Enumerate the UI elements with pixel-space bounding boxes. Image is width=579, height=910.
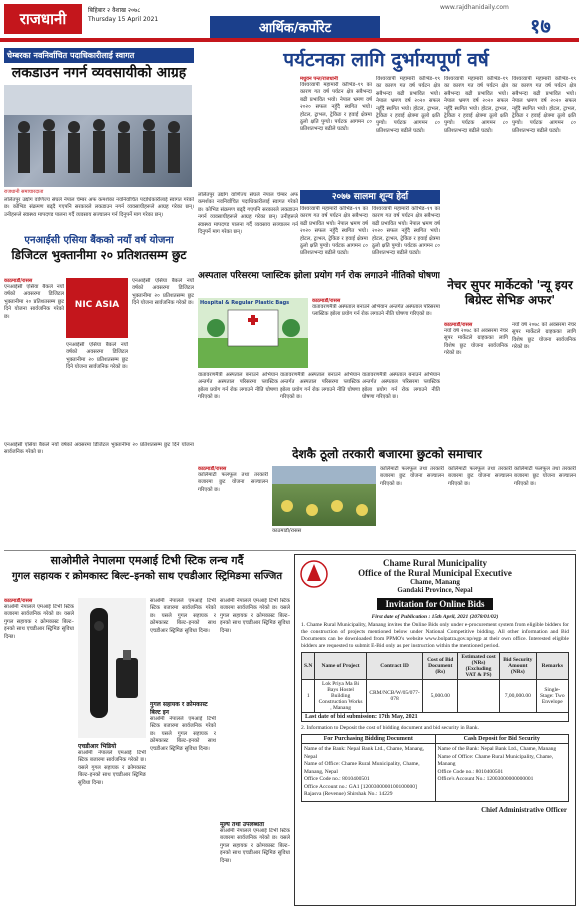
col-remarks: Remarks (536, 653, 568, 680)
tender-right-line: Office's Account No.: 12003000000000001 (437, 776, 534, 782)
section-divider (4, 550, 576, 551)
story-nicasia (4, 234, 194, 274)
tender-left-line: Office Code no.: 8010400501 (304, 776, 370, 782)
story-plastic-text (312, 298, 440, 368)
story-body: साओमी नेपालले एमआई टिभी स्टिक बजारमा सार्वजनिक गरेको छ। यसले गुगल सहायक र क्रोमकास्ट बिल्ट–इनको साथ एचडीआर स्ट्रिमिङ सुविधा दिन्छ। (78, 750, 146, 786)
story-nicasia-col2: एनआईसी एसिया बैंकले नयाँ वर्षको अवसरमा डिजिटल भुक्तानीमा २० प्रतिशतसम्म छुट दिने योजना सार्वजनिक गरेको छ। (66, 342, 128, 371)
cell-remarks: Single-Stage: Two Envelope (536, 680, 568, 713)
cell-est-cost (458, 680, 500, 713)
cell-contract: CRM/NCB/W/05/077-078 (366, 680, 423, 713)
group-photo (4, 85, 192, 187)
tender-title-5: Invitation for Online Bids (377, 598, 492, 610)
tender-last-date: Last date of bid submission: 17th May, 2021 (301, 713, 569, 722)
story-headline: गुगल सहायक र क्रोमकास्ट बिल्ट–इनको साथ एचडीआर स्ट्रिमिङमा सज्जित (11, 571, 283, 582)
story-nicasia-col1 (4, 278, 64, 438)
story-nicasia-col3: एनआईसी एसिया बैंकले नयाँ वर्षको अवसरमा डिजिटल भुक्तानीमा २० प्रतिशतसम्म छुट दिने योजना सार्वजनिक गरेको छ। (132, 278, 194, 307)
nepal-emblem-icon (299, 559, 329, 589)
story-supermarket-col1 (444, 322, 508, 446)
tender-bank-left (301, 734, 436, 802)
tender-table (301, 652, 569, 713)
story-byline: काठमाडौं/रासस (312, 298, 341, 304)
tender-left-line: Office Account no.: GA1 [1200300000100100000] (304, 783, 417, 790)
story-xiaomi-col3: साओमी नेपालले एमआई टिभी स्टिक बजारमा सार्वजनिक गरेको छ। यसले गुगल सहायक र क्रोमकास्ट बिल्ट–इनको साथ एचडीआर स्ट्रिमिङ सुविधा दिन्छ। (150, 598, 216, 634)
site-url[interactable]: www.rajdhanidaily.com (440, 4, 509, 11)
story-nicasia-continued: एनआईसी एसिया बैंकले नयाँ वर्षको अवसरमा डिजिटल भुक्तानीमा २० प्रतिशतसम्म छुट दिने योजना सार्वजनिक गरेको छ। (4, 442, 194, 456)
story-body: एनआईसी एसिया बैंकले नयाँ वर्षको अवसरमा डिजिटल भुक्तानीमा २० प्रतिशतसम्म छुट दिने योजना सार्वजनिक गरेको छ। (4, 284, 64, 320)
story-tourism-col4: विश्वव्यापी महामारी कोभिड–१९ का कारण गत वर्ष पर्यटन क्षेत्र सबैभन्दा बढी प्रभावित भयो। नेपाल भ्रमण वर्ष २०२० सफल नहुँदै स्थगित भयो। होटल, ट्राभल, ट्रेकिङ र हवाई क्षेत्रमा ठूलो क्षति पुग्यो। पर्यटक आगमन ८० प्रतिशतभन्दा बढीले घट्यो। (512, 76, 576, 134)
story-headline: देशकै ठूलो तरकारी बजारमा छुटको समाचार (292, 447, 482, 461)
col-security: Bid Security Amount (NRs) (499, 653, 536, 680)
story-vegetable-col2: कालिमाटी फलफूल तथा तरकारी बजारमा छुट योजना सञ्चालन गरिएको छ। (380, 466, 444, 487)
story-byline: काठमाडौं/रासस (444, 322, 473, 328)
story-headline: अस्पताल परिसरमा प्लास्टिक झोला प्रयोग गर्न रोक लगाउने नीतिको घोषणा (198, 271, 440, 281)
story-subhead-hdr: एचडीआर भिडियो (78, 743, 117, 750)
tender-signature: Chief Administrative Officer (481, 805, 567, 814)
story-vegetable (198, 446, 576, 464)
tender-bank-right (436, 734, 570, 802)
story-body: वातावरणमैत्री अस्पताल बनाउने अभियान अन्तर्गत अस्पताल परिसरमा प्लास्टिक झोला प्रयोग गर्न रोक लगाउने नीति घोषणा गरिएको छ। (312, 304, 440, 318)
story-vegetable-col1 (198, 466, 268, 546)
story-body: कालिमाटी फलफूल तथा तरकारी बजारमा छुट योजना सञ्चालन गरिएको छ। (198, 472, 268, 493)
story-tourism-col1 (300, 76, 372, 186)
story-body: नयाँ वर्ष २०७८ को अवसरमा नेचर सुपर मार्केटले ग्राहकका लागि विशेष छुट योजना सार्वजनिक गरेको छ। (444, 328, 508, 357)
story-vegetable-caption: काठमाडौं/रासस (272, 528, 302, 534)
story-tourism-col5: विश्वव्यापी महामारी कोभिड–१९ का कारण गत वर्ष पर्यटन क्षेत्र सबैभन्दा बढी प्रभावित भयो। नेपाल भ्रमण वर्ष २०२० सफल नहुँदै स्थगित भयो। होटल, ट्राभल, ट्रेकिङ र हवाई क्षेत्रमा ठूलो क्षति पुग्यो। पर्यटक आगमन ८० प्रतिशतभन्दा बढीले घट्यो। (300, 206, 368, 257)
story-chamber (4, 48, 194, 228)
cell-project: Lok Priya Ma Bi Bays Hostel Building Construction Works , Manang (315, 680, 366, 713)
tender-para-2: 2. Information to Deposit the cost of bidding document and bid security in Bank. (301, 725, 479, 731)
tv-stick-photo (78, 598, 146, 738)
date-block (88, 6, 158, 24)
tender-bank-info (295, 734, 575, 802)
tourism-subhead-bar (300, 190, 440, 204)
masthead (0, 0, 579, 42)
story-chamber-continued: ललितपुर उद्योग वाणिज्य संघले नेपाल चेम्बर अफ कमर्शका नवनिर्वाचित पदाधिकारीलाई स्वागत गरेको छ। कोभिड संक्रमण बढ्दै गएपनि सरकारले लकडाउन नगर्न व्यवसायीहरूले आग्रह गरेका छन्। उनीहरूले स्वास्थ्य मापदण्ड पालना गर्दै व्यवसाय सञ्चालन गर्न दिनुपर्ने माग गरेका छन्। (198, 192, 298, 236)
story-byline: काठमाडौं/रासस (198, 466, 227, 472)
cell-security: 7,00,000.00 (499, 680, 536, 713)
story-supermarket-col2: नयाँ वर्ष २०७८ को अवसरमा नेचर सुपर मार्केटले ग्राहकका लागि विशेष छुट योजना सार्वजनिक गरेको छ। (512, 322, 576, 351)
nic-asia-logo-block (66, 278, 128, 338)
story-xiaomi-col4: साओमी नेपालले एमआई टिभी स्टिक बजारमा सार्वजनिक गरेको छ। यसले गुगल सहायक र क्रोमकास्ट बिल्ट–इनको साथ एचडीआर स्ट्रिमिङ सुविधा दिन्छ। (220, 598, 290, 634)
tender-right-line: Name of Office: Chame Rural Municipality, Chame, Manang (437, 753, 554, 767)
story-body: साओमी नेपालले एमआई टिभी स्टिक बजारमा सार्वजनिक गरेको छ। यसले गुगल सहायक र क्रोमकास्ट बिल्ट–इनको साथ एचडीआर स्ट्रिमिङ सुविधा दिन्छ। (4, 604, 74, 640)
story-body: साओमी नेपालले एमआई टिभी स्टिक बजारमा सार्वजनिक गरेको छ। यसले गुगल सहायक र क्रोमकास्ट बिल्ट–इनको साथ एचडीआर स्ट्रिमिङ सुविधा दिन्छ। (150, 716, 216, 752)
story-body: साओमी नेपालले एमआई टिभी स्टिक बजारमा सार्वजनिक गरेको छ। यसले गुगल सहायक र क्रोमकास्ट बिल्ट–इनको साथ एचडीआर स्ट्रिमिङ सुविधा दिन्छ। (220, 828, 290, 864)
col-project: Name of Project (315, 653, 366, 680)
people-silhouettes-image (4, 85, 192, 187)
story-vegetable-col3: कालिमाटी फलफूल तथा तरकारी बजारमा छुट योजना सञ्चालन गरिएको छ। (448, 466, 512, 487)
tender-date-line: First date of Publication : 15th April, 2021 (2078/01/02) (371, 614, 499, 620)
story-tourism-col3: विश्वव्यापी महामारी कोभिड–१९ का कारण गत वर्ष पर्यटन क्षेत्र सबैभन्दा बढी प्रभावित भयो। नेपाल भ्रमण वर्ष २०२० सफल नहुँदै स्थगित भयो। होटल, ट्राभल, ट्रेकिङ र हवाई क्षेत्रमा ठूलो क्षति पुग्यो। पर्यटक आगमन ८० प्रतिशतभन्दा बढीले घट्यो। (444, 76, 508, 134)
tourism-subhead: २०७७ सालमा शून्य हेर्दा (331, 192, 409, 202)
story-xiaomi-col1 (4, 598, 74, 898)
col-sn: S.N (302, 653, 315, 680)
story-xiaomi-col2 (78, 742, 146, 898)
story-byline: काठमाडौं/रासस (4, 598, 33, 604)
date-english: Thursday 15 April 2021 (88, 16, 159, 23)
market-scene-image (272, 466, 376, 526)
tender-left-line: Rajasva (Revenue) Shirshak No.: 14229 (304, 791, 393, 797)
tender-title-1: Chame Rural Municipality (382, 558, 487, 568)
table-row (302, 680, 569, 713)
story-byline: काठमाडौं/रासस (4, 278, 33, 284)
tender-left-line: Name of the Bank: Nepal Bank Ltd., Chame, Manang, Nepal (304, 746, 425, 760)
story-vegetable-col4: कालिमाटी फलफूल तथा तरकारी बजारमा छुट योजना सञ्चालन गरिएको छ। (514, 466, 576, 487)
newspaper-logo: राजधानी (4, 4, 82, 34)
tender-notice (294, 554, 576, 906)
plastic-bag-graphic (198, 298, 308, 368)
story-body: विश्वव्यापी महामारी कोभिड–१९ का कारण गत वर्ष पर्यटन क्षेत्र सबैभन्दा बढी प्रभावित भयो। नेपाल भ्रमण वर्ष २०२० सफल नहुँदै स्थगित भयो। होटल, ट्राभल, ट्रेकिङ र हवाई क्षेत्रमा ठूलो क्षति पुग्यो। पर्यटक आगमन ८० प्रतिशतभन्दा बढीले घट्यो। (300, 82, 372, 133)
story-body: ललितपुर उद्योग वाणिज्य संघले नेपाल चेम्बर अफ कमर्शका नवनिर्वाचित पदाधिकारीलाई स्वागत गरेको छ। कोभिड संक्रमण बढ्दै गएपनि सरकारले लकडाउन नगर्न व्यवसायीहरूले आग्रह गरेका छन्। उनीहरूले स्वास्थ्य मापदण्ड पालना गर्दै व्यवसाय सञ्चालन गर्न दिनुपर्ने माग गरेका छन्। (4, 197, 194, 218)
hospital-illustration-image (198, 298, 308, 368)
section-title: आर्थिक/कर्पोरेट (210, 16, 380, 38)
col-contract: Contract ID (366, 653, 423, 680)
tender-title-3: Chame, Manang (410, 578, 460, 586)
tender-right-head: Cash Deposit for Bid Security (436, 735, 569, 744)
story-tourism-col2: विश्वव्यापी महामारी कोभिड–१९ का कारण गत वर्ष पर्यटन क्षेत्र सबैभन्दा बढी प्रभावित भयो। नेपाल भ्रमण वर्ष २०२० सफल नहुँदै स्थगित भयो। होटल, ट्राभल, ट्रेकिङ र हवाई क्षेत्रमा ठूलो क्षति पुग्यो। पर्यटक आगमन ८० प्रतिशतभन्दा बढीले घट्यो। (376, 76, 440, 134)
nic-asia-logo: NIC ASIA (74, 300, 120, 310)
plastic-banner-text: Hospital & Regular Plastic Bags (200, 300, 290, 306)
tender-title-2: Office of the Rural Municipal Executive (358, 568, 512, 578)
story-xiaomi (4, 554, 290, 594)
story-plastic-col2: वातावरणमैत्री अस्पताल बनाउने अभियान अन्तर्गत अस्पताल परिसरमा प्लास्टिक झोला प्रयोग गर्न रोक लगाउने नीति घोषणा गरिएको छ। (198, 372, 278, 401)
story-plastic-col4: वातावरणमैत्री अस्पताल बनाउने अभियान अन्तर्गत अस्पताल परिसरमा प्लास्टिक झोला प्रयोग गर्न रोक लगाउने नीति घोषणा गरिएको छ। (362, 372, 440, 401)
tender-title-4: Gandaki Province, Nepal (397, 586, 473, 594)
story-byline: मधुवन पन्त/राजधानी (300, 76, 338, 82)
story-kicker: एनआईसी एसिया बैंकको नयाँ वर्ष योजना (24, 235, 174, 246)
cell-sn: 1 (302, 680, 315, 713)
story-subhead-price: मूल्य तथा उपलब्धता (220, 821, 265, 828)
tender-table-header (302, 653, 569, 680)
story-subhead-google: गुगल सहायक र क्रोमकास्ट बिल्ट इन (150, 701, 208, 716)
story-plastic-col3: वातावरणमैत्री अस्पताल बनाउने अभियान अन्तर्गत अस्पताल परिसरमा प्लास्टिक झोला प्रयोग गर्न रोक लगाउने नीति घोषणा गरिएको छ। (280, 372, 360, 401)
col-est-cost: Estimated cost (NRs) (Excluding VAT & PS) (458, 653, 500, 680)
story-supermarket (444, 278, 576, 318)
story-xiaomi-col3b (150, 700, 216, 898)
story-xiaomi-col4b (220, 820, 290, 898)
remote-and-stick-image (78, 598, 146, 738)
col-doc-cost: Cost of Bid Document (Rs) (423, 653, 458, 680)
story-kicker: साओमीले नेपालमा एमआई टिभी स्टिक लन्च गर्दै (50, 554, 244, 567)
tender-right-line: Office Code no.: 8010400501 (437, 768, 504, 775)
tender-left-head: For Purchasing Bidding Document (302, 735, 435, 744)
story-headline: डिजिटल भुक्तानीमा २० प्रतिशतसम्म छुट (11, 248, 187, 262)
story-tourism-col6: विश्वव्यापी महामारी कोभिड–१९ का कारण गत वर्ष पर्यटन क्षेत्र सबैभन्दा बढी प्रभावित भयो। नेपाल भ्रमण वर्ष २०२० सफल नहुँदै स्थगित भयो। होटल, ट्राभल, ट्रेकिङ र हवाई क्षेत्रमा ठूलो क्षति पुग्यो। पर्यटक आगमन ८० प्रतिशतभन्दा बढीले घट्यो। (372, 206, 440, 257)
page-number: १७ (530, 14, 551, 38)
tender-right-line: Name of the Bank: Nepal Bank Ltd., Chame, Manang (437, 746, 557, 752)
top-rule (0, 38, 579, 41)
story-headline: नेचर सुपर मार्केटको 'न्यू इयर बिग्रेस्ट सेभिङ अफर' (447, 278, 573, 307)
date-nepali: बिहिबार २ वैशाख २०७८ (88, 7, 141, 14)
tender-para-1: 1. Chame Rural Municipality, Manang invites the Online Bids only under e-procurement system from eligible bidders for the construction of projects mentioned below under National Competitive bidding. All other information and Bid Documents can be downloaded from PPMO's website www.bolpatra.gov.np/egp at their own office. Interested eligible bidders are requested to submit E-Bid only as per instruction within the mentioned period. (301, 622, 569, 649)
story-kicker: चेम्बरका नवनिर्वाचित पदाधिकारीलाई स्वागत (4, 48, 194, 63)
photo-caption: राजधानी समाचारदाता (4, 189, 44, 195)
cell-doc-cost: 5,000.00 (423, 680, 458, 713)
tender-left-line: Name of Office: Chame Rural Municipality, Chame, Manang, Nepal (304, 761, 420, 775)
vegetable-market-photo (272, 466, 376, 526)
story-headline: लकडाउन नगर्न व्यवसायीको आग्रह (11, 65, 187, 81)
story-headline: पर्यटनका लागि दुर्भाग्यपूर्ण वर्ष (283, 49, 489, 71)
